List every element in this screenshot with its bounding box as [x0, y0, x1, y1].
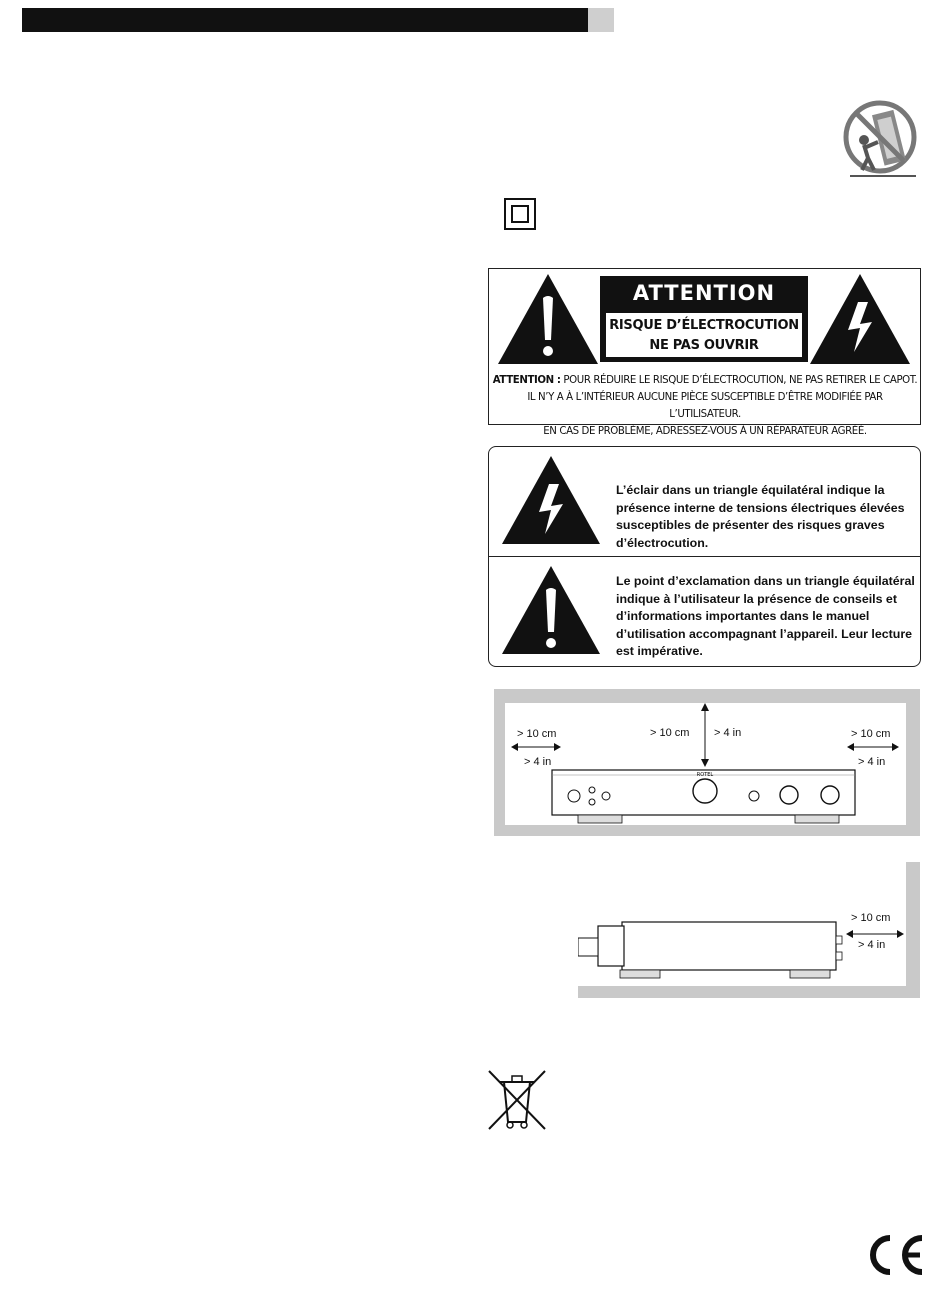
shock-risk-text: RISQUE D’ÉLECTROCUTION — [609, 318, 799, 333]
attention-title: ATTENTION — [632, 281, 776, 305]
lightning-triangle-icon — [808, 272, 912, 366]
brand-logo: ROTEL — [696, 772, 714, 778]
attention-note-lead: ATTENTION : — [492, 375, 561, 386]
no-cart-tipping-icon — [838, 100, 922, 180]
header-tab — [588, 8, 614, 32]
ce-mark-icon — [864, 1234, 926, 1276]
attention-note-line-1: POUR RÉDUIRE LE RISQUE D’ÉLECTROCUTION, NE PAS RETIRER LE CAPOT. — [560, 375, 918, 386]
front-left-cm: > 10 cm — [517, 728, 557, 740]
front-top-cm: > 10 cm — [650, 727, 690, 739]
lightning-explanation: L’éclair dans un triangle équilatéral indique la présence interne de tensions électriques élevées susceptibles de présenter des risques graves d’électrocution. — [616, 483, 905, 550]
header-bar — [22, 8, 588, 32]
attention-note-line-2: IL N’Y A À L’INTÉRIEUR AUCUNE PIÈCE SUSCEPTIBLE D’ÊTRE MODIFIÉE PAR L’UTILISATEUR. — [527, 392, 883, 420]
do-not-open-text: NE PAS OUVRIR — [649, 338, 759, 353]
front-right-cm: > 10 cm — [851, 728, 891, 740]
attention-note-line-3: EN CAS DE PROBLÈME, ADRESSEZ-VOUS À UN RÉPARATEUR AGRÉÉ. — [543, 426, 867, 437]
double-insulation-icon — [504, 198, 536, 230]
symbols-divider — [488, 556, 921, 557]
front-right-in: > 4 in — [858, 756, 886, 768]
exclamation-explanation: Le point d’exclamation dans un triangle équilatéral indique à l’utilisateur la présence de conseils et d’informations importantes dans le manuel d’utilisation accompagnant l’appareil. Leur lecture est impérative. — [616, 574, 915, 658]
exclamation-triangle-icon — [500, 564, 602, 656]
weee-crossed-bin-icon — [486, 1068, 548, 1132]
front-left-in: > 4 in — [524, 756, 552, 768]
side-rear-in: > 4 in — [858, 939, 886, 951]
amplifier-front-illustration — [505, 703, 906, 825]
side-rear-cm: > 10 cm — [851, 912, 891, 924]
attention-note — [492, 372, 918, 440]
exclamation-triangle-icon — [496, 272, 600, 366]
lightning-triangle-icon — [500, 454, 602, 546]
ventilation-side-diagram — [578, 862, 920, 998]
front-top-in: > 4 in — [714, 727, 742, 739]
